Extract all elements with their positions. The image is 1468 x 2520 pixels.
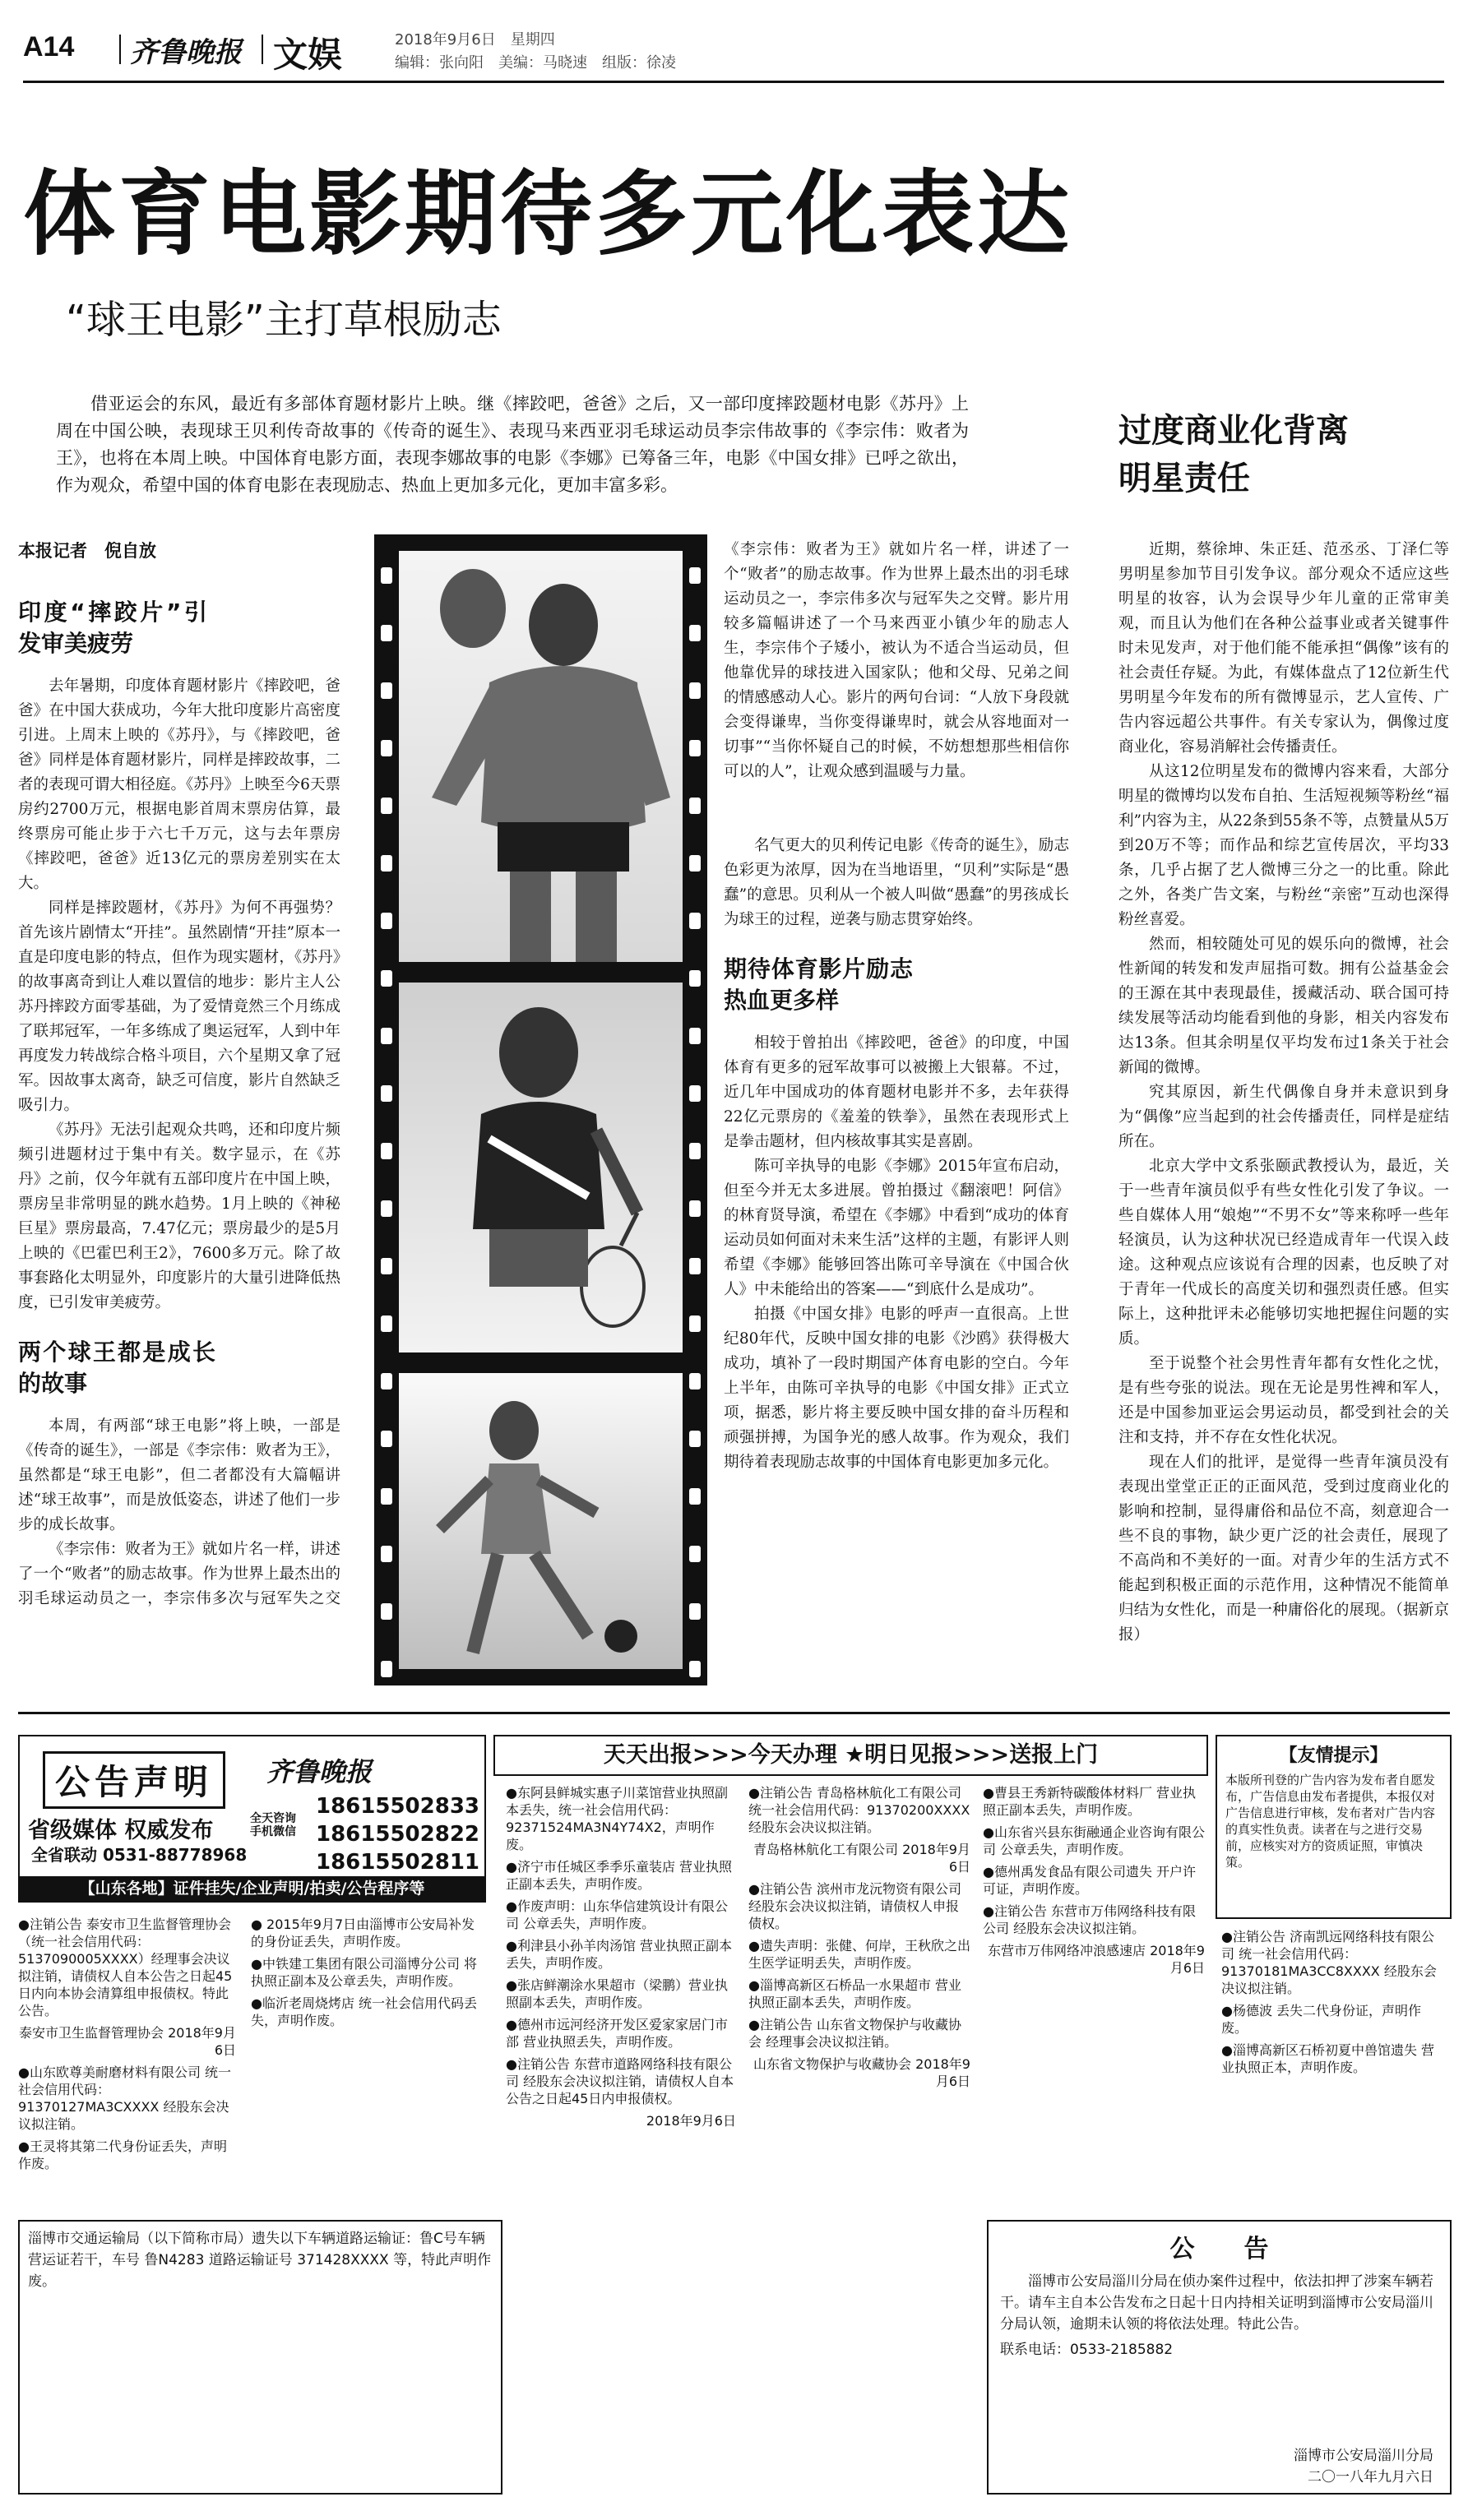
paragraph: 近期，蔡徐坤、朱正廷、范丞丞、丁泽仁等男明星参加节目引发争议。部分观众不适应这些明星的妆容，认为会误导少年儿童的正常审美观，而且认为他们在各种公益事业或者关键事件时未见发声，对于他们能不能承担“偶像”该有的社会责任存疑。为此，有媒体盘点了12位新生代男明星今年发布的所有微博显示，艺人宣传、广告内容远超公共事件。有关专家认为，偶像过度商业化，容易消解社会传播责任。 — [1118, 541, 1449, 756]
classified-item: ●淄博高新区石桥初夏中兽馆遗失 营业执照正本，声明作废。 — [1221, 2042, 1435, 2075]
classified-item: ●山东省兴县东街融通企业咨询有限公司 公章丢失，声明作废。 — [983, 1824, 1205, 1857]
classified-item: ●济宁市任城区季季乐童装店 营业执照正副本丢失，声明作废。 — [506, 1859, 733, 1892]
page-number: A14 — [23, 31, 75, 62]
paragraph: 去年暑期，印度体育题材影片《摔跤吧，爸爸》在中国大获成功，今年大批印度影片高密度引进。上周末上映的《苏丹》，与《摔跤吧，爸爸》同样是体育题材影片，同样是摔跤故事，二者的表现可谓大相径庭。《苏丹》上映至今6天票房约2700万元，根据电影首周末票房估算，最终票房可能止步于六七千万元，这与去年票房《摔跤吧，爸爸》近13亿元的票房差别实在太大。 — [18, 677, 340, 892]
classified-item: ●德州禹发食品有限公司遗失 开户许可证，声明作废。 — [983, 1864, 1197, 1897]
vehicle-notice-text: 淄博市交通运输局（以下简称市局）遗失以下车辆道路运输证：鲁C号车辆营运证若干，车号 鲁N4283 道路运输证号 371428XXXX 等，特此声明作废。 — [28, 2231, 492, 2290]
paragraph: 同样是摔跤题材，《苏丹》为何不再强势？首先该片剧情太“开挂”。虽然剧情“开挂”原本一直是印度电影的特点，但作为现实题材，《苏丹》的故事离奇到让人难以置信的地步：影片主人公苏丹摔跤方面零基础，为了爱情竟然三个月练成了联邦冠军，一年多练成了奥运冠军，人到中年再度发力转战综合格斗项目，六个星期又拿了冠军。因故事太离奇，缺乏可信度，影片自然缺乏吸引力。 — [18, 899, 340, 1114]
gonggao-date: 二〇一八年九月六日 — [1308, 2469, 1433, 2485]
notice-categories: 【山东各地】证件挂失/企业声明/拍卖/公告程序等 — [20, 1876, 484, 1901]
banner-box — [493, 1735, 1208, 1776]
paragraph: 从这12位明星发布的微博内容来看，大部分明星的微博均以发布自拍、生活短视频等粉丝“福利”内容为主，从22条到55条不等，点赞量从5万到20万不等；而作品和综艺宣传居次，平均33条，几乎占据了艺人微博三分之一的比重。除此之外，各类广告文案，与粉丝“亲密”互动也深得粉丝喜爱。 — [1118, 763, 1449, 928]
paragraph: 陈可辛执导的电影《李娜》2015年宣布启动，但至今并无太多进展。曾拍摄过《翻滚吧！阿信》的林育贤导演，希望在《李娜》中看到“成功的体育运动员如何面对未来生活”这样的主题，有影评人则希望《李娜》能够回答出陈可辛导演在《中国合伙人》中未能给出的答案——“到底什么是成功”。 — [724, 1158, 1069, 1298]
paragraph: 现在人们的批评，是觉得一些青年演员没有表现出堂堂正正的正面风范，受到过度商业化的影响和控制，显得庸俗和品位不高，刻意迎合一些不良的事物，缺少更广泛的社会责任，展现了不高尚和不美好的一面。对青少年的生活方式不能起到积极正面的示范作用，这种情况不能简单归结为女性化，而是一种庸俗化的展现。（据新京报） — [1118, 1454, 1449, 1644]
gonggao-box — [987, 2220, 1452, 2495]
classified-item: 山东省文物保护与收藏协会 2018年9月6日 — [753, 2056, 970, 2089]
friendly-tip-box — [1216, 1735, 1452, 1919]
classified-col-2 — [251, 1916, 481, 2034]
classified-col-6 — [1221, 1928, 1447, 2081]
paragraph: 《李宗伟：败者为王》就如片名一样，讲述了一个“败者”的励志故事。作为世界上最杰出的羽毛球运动员之一，李宗伟多次与冠军失之交 — [18, 1541, 340, 1607]
paragraph: 《苏丹》无法引起观众共鸣，还和印度片频频引进题材过于集中有关。数字显示，在《苏丹》之前，仅今年就有五部印度片在中国上映，票房呈非常明显的跳水趋势。1月上映的《神秘巨星》票房最高，7.47亿元；票房最少的是5月上映的《巴霍巴利王2》，7600多万元。除了故事套路化太明显外，印度影片的大量引进降低热度，已引发审美疲劳。 — [18, 1121, 340, 1311]
paragraph: 名气更大的贝利传记电影《传奇的诞生》，励志色彩更为浓厚，因为在当地语里，“贝利”实际是“愚蠢”的意思。贝利从一个被人叫做“愚蠢”的男孩成长为球王的过程，逆袭与励志贯穿始终。 — [724, 837, 1069, 928]
classified-item: ●淄博高新区石桥品一水果超市 营业执照正副本丢失，声明作废。 — [748, 1977, 962, 2010]
tip-title: 【友情提示】 — [1279, 1746, 1388, 1766]
classified-item: 青岛格林航化工有限公司 2018年9月6日 — [753, 1842, 970, 1875]
banner-text: 天天出报>>>今天办理 ★明日见报>>>送报上门 — [603, 1742, 1099, 1768]
vehicle-notice-box — [18, 2220, 502, 2495]
notice-slogan: 省级媒体 权威发布 — [28, 1818, 214, 1843]
classified-item: ●山东欧尊美耐磨材料有限公司 统一社会信用代码：91370127MA3CXXXX 经股东会决议拟注销。 — [18, 2065, 232, 2132]
classified-item: ●杨德波 丢失二代身份证，声明作废。 — [1221, 2003, 1422, 2036]
editors-line: 编辑：张向阳 美编：马晓速 组版：徐凌 — [395, 54, 676, 72]
section-title: 文娱 — [273, 35, 343, 75]
classified-item: ●注销公告 滨州市龙沅物资有限公司 经股东会决议拟注销，请债权人申报债权。 — [748, 1881, 962, 1931]
section-heading: 印度“摔跤片”引发审美疲劳 — [18, 599, 207, 657]
article-column-1 — [18, 576, 340, 1611]
notice-phone: 18615502822 — [316, 1822, 479, 1847]
classified-item: ●利津县小孙羊肉汤馆 营业执照正副本丢失，声明作废。 — [506, 1938, 733, 1971]
notice-hotline: 全省联动 0531-88778968 — [31, 1845, 248, 1865]
classified-item: ●曹县王秀新特碳酸体材料厂 营业执照正副本丢失，声明作废。 — [983, 1785, 1197, 1818]
photo-football-boy — [399, 1373, 683, 1669]
classified-item: ●注销公告 泰安市卫生监督管理协会（统一社会信用代码：5137090005XXXX）经理事会决议拟注销，请债权人自本公告之日起45日内向本协会清算组申报债权。特此公告。 — [18, 1917, 233, 2018]
classified-item: ●注销公告 东营市道路网络科技有限公司 经股东会决议拟注销，请债权人自本公告之日起45日内申报债权。 — [506, 2056, 734, 2106]
paragraph: 相较于曾拍出《摔跤吧，爸爸》的印度，中国体育有更多的冠军故事可以被搬上大银幕。不过，近几年中国成功的体育题材电影并不多，去年获得22亿元票房的《羞羞的铁拳》，虽然在表现形式上是拳击题材，但内核故事其实是喜剧。 — [724, 1034, 1069, 1150]
classified-col-4 — [748, 1784, 970, 2095]
film-strip-photos — [374, 534, 707, 1685]
classified-item: 泰安市卫生监督管理协会 2018年9月6日 — [19, 2025, 236, 2058]
photo-wrestler — [399, 551, 683, 962]
byline: 本报记者 倪自放 — [18, 541, 156, 561]
paragraph: 北京大学中文系张颐武教授认为，最近，关于一些青年演员似乎有些女性化引发了争议。一些自媒体人用“娘炮”“不男不女”等来称呼一些年轻演员，认为这种状况已经造成青年一代误入歧途。这种观点应该说有合理的因素，也反映了对于青年一代成长的高度关切和强烈责任感。但实际上，这种批评未必能够切实地把握住问题的实质。 — [1118, 1158, 1449, 1348]
date-line: 2018年9月6日 星期四 — [395, 31, 555, 49]
notice-phone: 18615502811 — [316, 1850, 479, 1875]
notice-title: 公告声明 — [43, 1751, 225, 1809]
headline: 体育电影期待多元化表达 — [23, 161, 1072, 268]
classified-item: ●注销公告 青岛格林航化工有限公司 统一社会信用代码：91370200XXXX 经股东会决议拟注销。 — [748, 1785, 970, 1835]
ads-rule — [18, 1712, 1450, 1714]
classified-col-1 — [18, 1916, 236, 2177]
subhead: “球王电影”主打草根励志 — [66, 297, 502, 343]
paper-logo: 齐鲁晚报 — [130, 36, 242, 69]
section-heading: 过度商业化背离明星责任 — [1118, 412, 1349, 497]
classified-item: ●注销公告 东营市万伟网络科技有限公司 经股东会决议拟注销。 — [983, 1903, 1197, 1936]
paragraph: 至于说整个社会男性青年都有女性化之忧，是有些夸张的说法。现在无论是男性裨和军人，还是中国参加亚运会男运动员，都受到社会的关注和支持，并不存在女性化状况。 — [1118, 1355, 1449, 1446]
gonggao-signature: 淄博市公安局淄川分局 — [1294, 2448, 1433, 2464]
article-column-3 — [724, 538, 1069, 1475]
classified-item: ●东阿县鲜城实惠子川菜馆营业执照副本丢失，统一社会信用代码：92371524MA3N4Y74X2，声明作废。 — [506, 1785, 728, 1852]
header-divider — [262, 35, 263, 64]
photo-badminton-boy — [399, 983, 683, 1352]
classified-item: ● 2015年9月7日由淄博市公安局补发的身份证丢失，声明作废。 — [251, 1917, 475, 1949]
lead-paragraph: 借亚运会的东风，最近有多部体育题材影片上映。继《摔跤吧，爸爸》之后，又一部印度摔跤题材电影《苏丹》上周在中国公映，表现球王贝利传奇故事的《传奇的诞生》、表现马来西亚羽毛球运动员李宗伟故事的《李宗伟：败者为王》，也将在本周上映。中国体育电影方面，表现李娜故事的电影《李娜》已筹备三年，电影《中国女排》已呼之欲出，作为观众，希望中国的体育电影在表现励志、热血上更加多元化，更加丰富多彩。 — [56, 394, 969, 495]
classified-item: ●张店鲜潮涂水果超市（梁鹏）营业执照副本丢失，声明作废。 — [506, 1977, 728, 2010]
article-column-4 — [1118, 538, 1449, 1648]
classified-col-3 — [506, 1784, 736, 2134]
classified-item: ●临沂老周烧烤店 统一社会信用代码丢失，声明作废。 — [251, 1995, 478, 2028]
paragraph: 然而，相较随处可见的娱乐向的微博，社会性新闻的转发和发声屈指可数。拥有公益基金会的王源在其中表现最佳，援藏活动、联合国可持续发展等活动均能看到他的身影，相关内容发布达13条。但其余明星仅平均发布过1条关于社会新闻的微博。 — [1118, 936, 1449, 1076]
tip-text: 本版所刊登的广告内容为发布者自愿发布，广告信息由发布者提供，本报仅对广告信息进行审核，发布者对广告内容的真实性负责。读者在与之进行交易前，应核实对方的资质证照，审慎决策。 — [1225, 1773, 1436, 1870]
gonggao-title: 公 告 — [1169, 2235, 1269, 2263]
classified-item: 2018年9月6日 — [646, 2113, 736, 2129]
classified-item: ●遗失声明：张健、何岸，王秋欣之出生医学证明丢失，声明作废。 — [748, 1938, 970, 1971]
paragraph: 《李宗伟：败者为王》就如片名一样，讲述了一个“败者”的励志故事。作为世界上最杰出的羽毛球运动员之一，李宗伟多次与冠军失之交臂。影片用较多篇幅讲述了一个马来西亚小镇少年的励志人生，李宗伟个子矮小，被认为不适合当运动员，但他靠优异的球技进入国家队；他和父母、兄弟之间的情感感动人心。影片的两句台词：“人放下身段就会变得谦卑，当你变得谦卑时，就会从容地面对一切事”“当你怀疑自己的时候，不妨想想那些相信你可以的人”，让观众感到温暖与力量。 — [724, 541, 1069, 780]
notice-phone: 18615502833 — [316, 1794, 479, 1819]
notice-ad-box — [18, 1735, 486, 1903]
header-divider — [119, 35, 121, 64]
paragraph: 究其原因，新生代偶像自身并未意识到身为“偶像”应当起到的社会传播责任，同样是症结所在。 — [1118, 1084, 1449, 1150]
gonggao-text: 淄博市公安局淄川分局在侦办案件过程中，依法扣押了涉案车辆若干。请车主自本公告发布之日起十日内持相关证明到淄博市公安局淄川分局认领，逾期未认领的将依法处理。特此公告。 — [1000, 2273, 1433, 2333]
section-heading: 期待体育影片励志热血更多样 — [724, 955, 913, 1014]
header-rule — [23, 81, 1444, 83]
notice-paper: 齐鲁晚报 — [266, 1756, 373, 1787]
classified-item: ●中铁建工集团有限公司淄博分公司 将执照正副本及公章丢失，声明作废。 — [251, 1956, 478, 1989]
classified-item: ●作废声明：山东华信建筑设计有限公司 公章丢失，声明作废。 — [506, 1898, 728, 1931]
section-heading: 两个球王都是成长的故事 — [18, 1339, 215, 1397]
classified-item: ●注销公告 山东省文物保护与收藏协会 经理事会决议拟注销。 — [748, 2017, 962, 2050]
notice-hotline-label: 全天咨询 手机微信 — [250, 1812, 296, 1838]
classified-col-5 — [983, 1784, 1205, 1981]
classified-item: 东营市万伟网络冲浪感速店 2018年9月6日 — [988, 1943, 1205, 1976]
gonggao-contact: 联系电话：0533-2185882 — [1000, 2342, 1174, 2358]
classified-item: ●王灵将其第二代身份证丢失，声明作废。 — [18, 2139, 227, 2171]
paragraph: 本周，有两部“球王电影”将上映，一部是《传奇的诞生》，一部是《李宗伟：败者为王》，虽然都是“球王电影”，但二者都没有大篇幅讲述“球王故事”，而是放低姿态，讲述了他们一步步的成长故事。 — [18, 1417, 340, 1533]
classified-item: ●德州市远河经济开发区爱家家居门市部 营业执照丢失，声明作废。 — [506, 2017, 728, 2050]
classified-item: ●注销公告 济南凯远网络科技有限公司 统一社会信用代码：91370181MA3CC8XXXX 经股东会决议拟注销。 — [1221, 1929, 1437, 1996]
paragraph: 拍摄《中国女排》电影的呼声一直很高。上世纪80年代，反映中国女排的电影《沙鸥》获得极大成功，填补了一段时期国产体育电影的空白。今年上半年，由陈可辛执导的电影《中国女排》正式立项，据悉，影片将主要反映中国女排的奋斗历程和顽强拼搏，为国争光的感人故事。作为观众，我们期待着表现励志故事的中国体育电影更加多元化。 — [724, 1306, 1069, 1471]
